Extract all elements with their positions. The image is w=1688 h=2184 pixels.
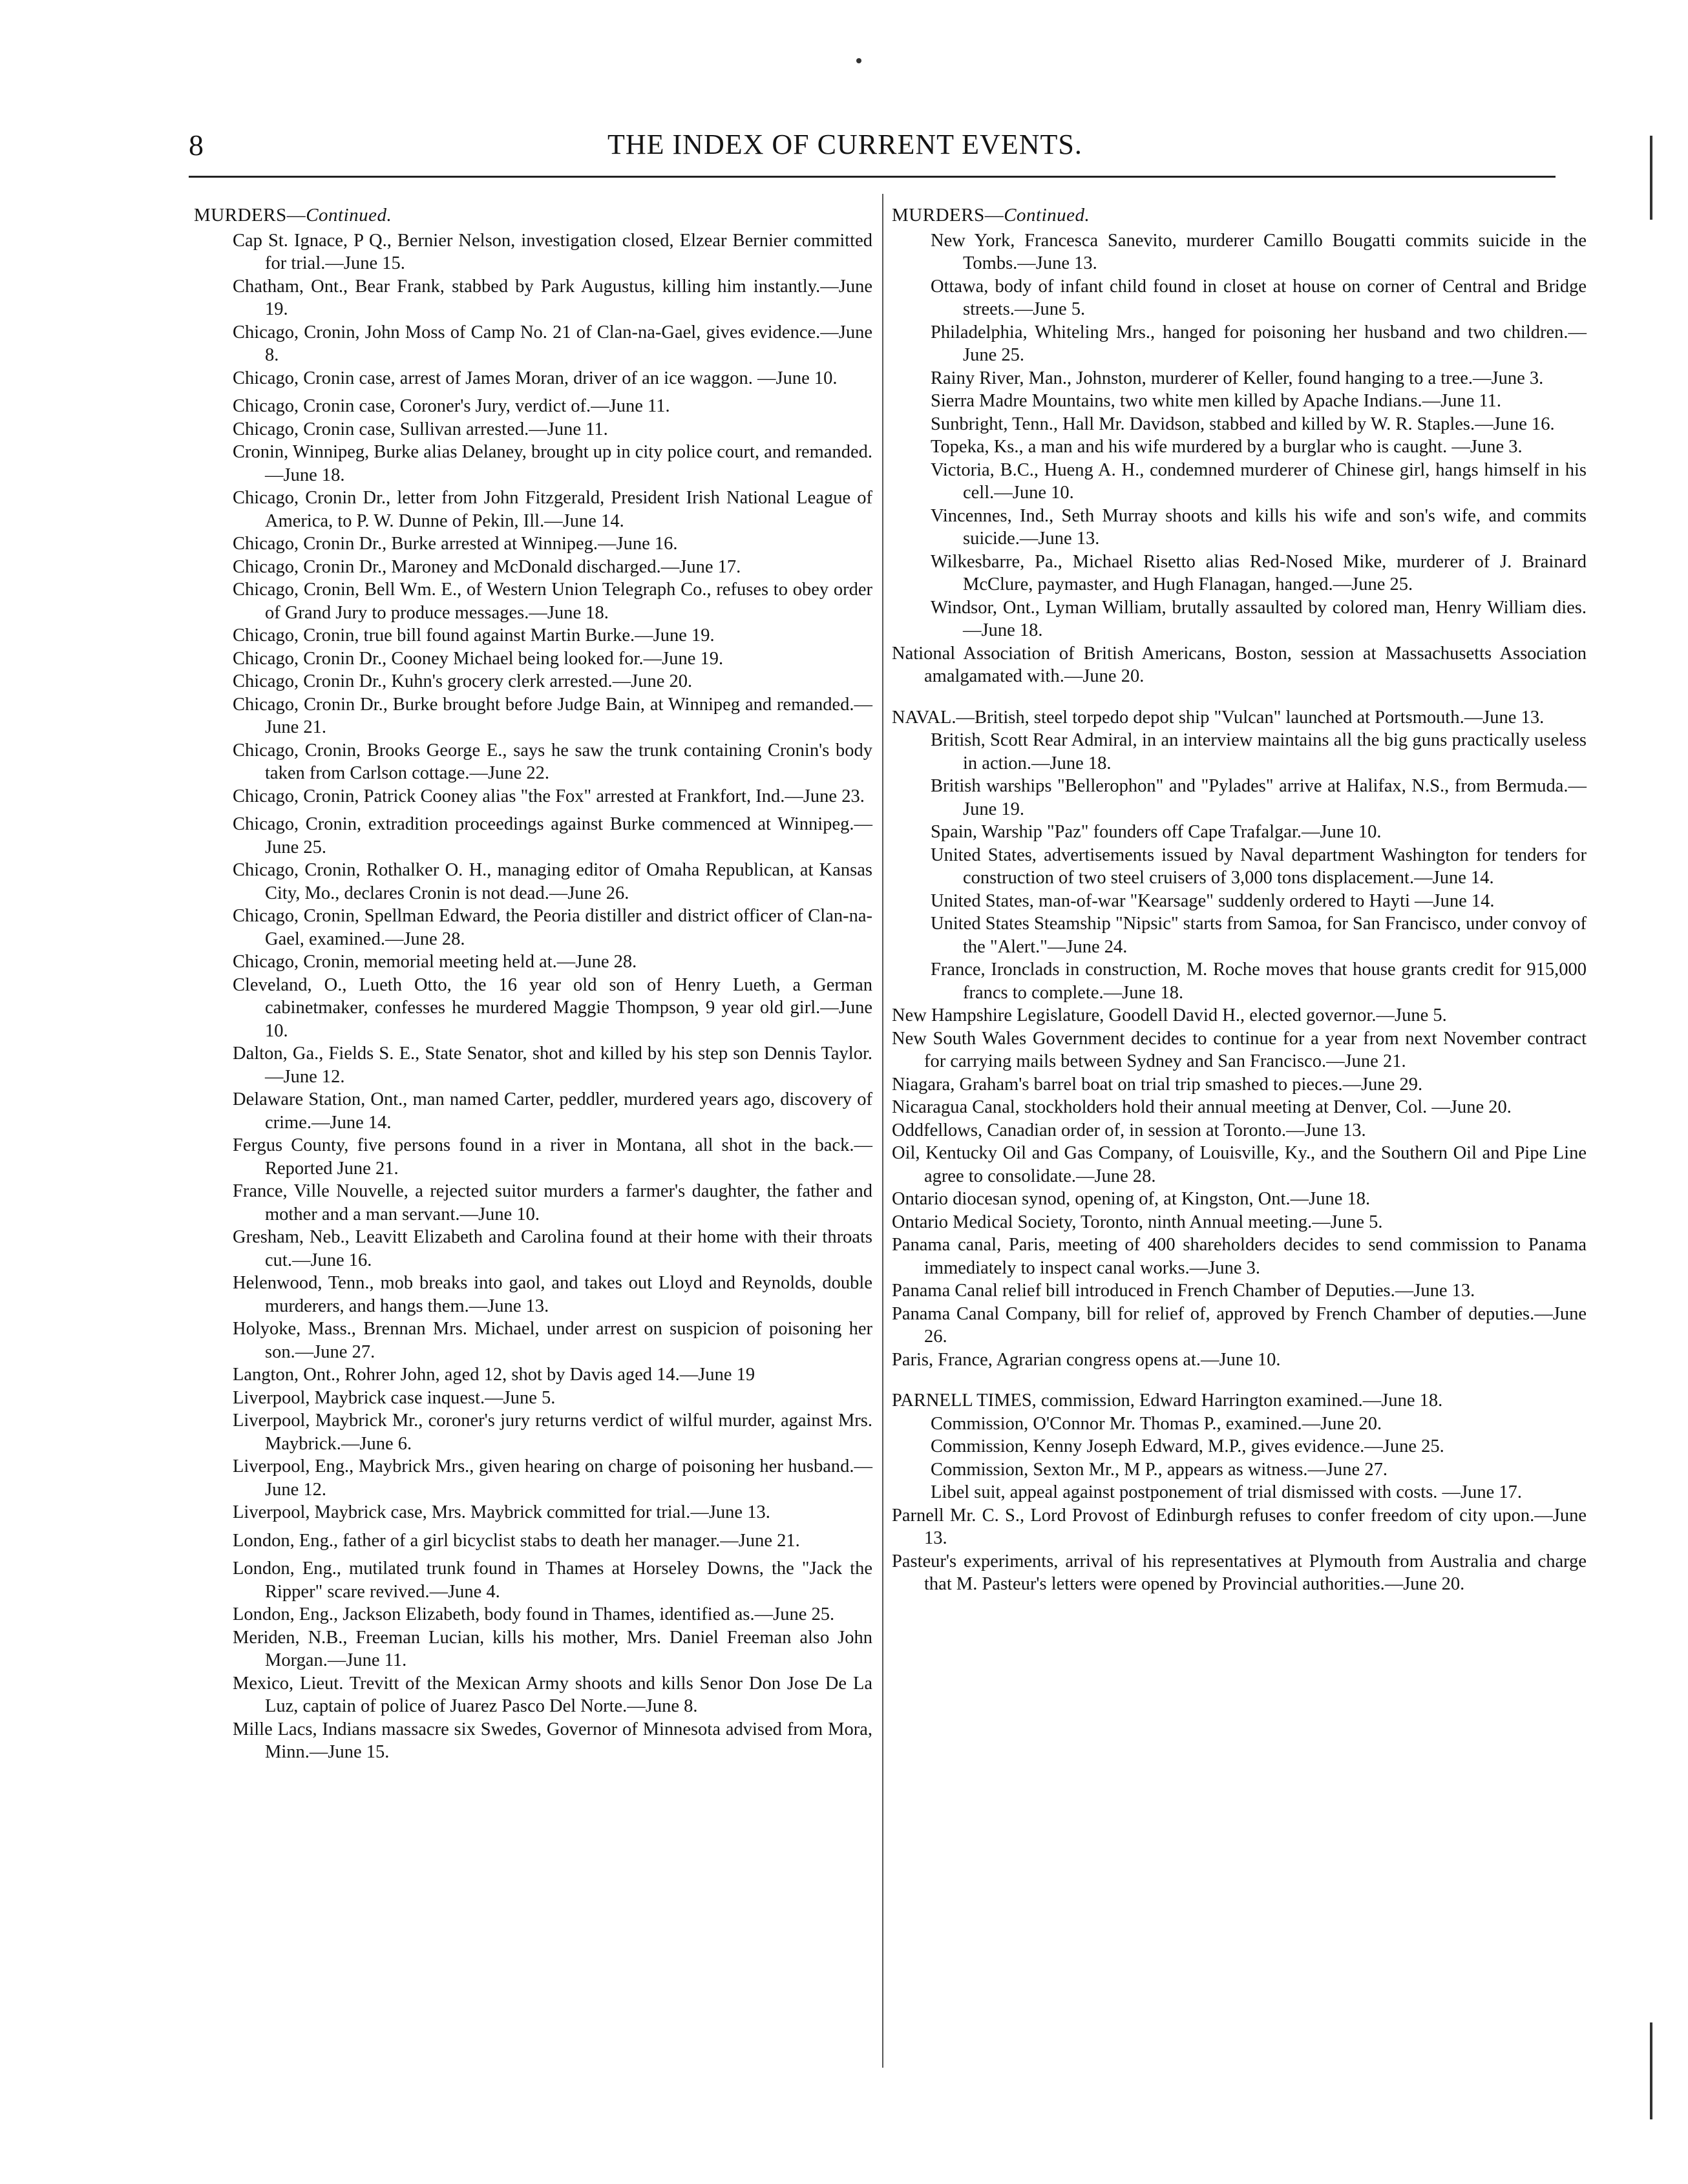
index-entry: Ontario Medical Society, Toronto, ninth Annual meeting.—June 5. [892, 1212, 1383, 1232]
index-entry: Pasteur's experiments, arrival of his representatives at Plymouth from Australia and charge that M. Pasteur's letters were opened by Provincial authorities.—June 20. [892, 1551, 1587, 1594]
index-entry: Wilkesbarre, Pa., Michael Risetto alias Red-Nosed Mike, murderer of J. Brainard McClure, paymaster, and Hugh Flanagan, hanged.—June 25. [931, 551, 1587, 594]
index-entry: Cleveland, O., Lueth Otto, the 16 year old son of Henry Lueth, a German cabinetmaker, confesses he murdered Maggie Thompson, 9 year old girl.—June 10. [233, 974, 872, 1041]
index-entry: Chicago, Cronin, John Moss of Camp No. 21 of Clan-na-Gael, gives evidence.—June 8. [233, 322, 872, 365]
index-entry: Commission, Kenny Joseph Edward, M.P., gives evidence.—June 25. [931, 1436, 1444, 1456]
index-entry: Gresham, Neb., Leavitt Elizabeth and Carolina found at their home with their throats cut.—June 16. [233, 1227, 872, 1270]
left-column [194, 204, 872, 1764]
index-entry: Liverpool, Maybrick case, Mrs. Maybrick committed for trial.—June 13. [233, 1502, 770, 1522]
index-entry: British, Scott Rear Admiral, in an interview maintains all the big guns practically useless in action.—June 18. [931, 730, 1587, 773]
index-entry: New Hampshire Legislature, Goodell David H., elected governor.—June 5. [892, 1005, 1447, 1025]
right-column [892, 204, 1587, 1596]
index-entry: United States, advertisements issued by Naval department Washington for tenders for construction of two steel cruisers of 3,000 tons displacement.—June 14. [931, 845, 1587, 888]
index-entry: London, Eng., father of a girl bicyclist stabs to death her manager.—June 21. [233, 1530, 800, 1551]
section-heading-continued: Continued. [306, 205, 392, 226]
index-entry: Chicago, Cronin, Brooks George E., says he saw the trunk containing Cronin's body taken from Carlson cottage.—June 22. [233, 740, 872, 783]
index-entry: Oddfellows, Canadian order of, in session at Toronto.—June 13. [892, 1120, 1366, 1140]
index-entry: Holyoke, Mass., Brennan Mrs. Michael, under arrest on suspicion of poisoning her son.—June 27. [233, 1319, 872, 1362]
index-entry: Chicago, Cronin, Rothalker O. H., managing editor of Omaha Republican, at Kansas City, Mo., declares Cronin is not dead.—June 26. [233, 860, 872, 903]
index-entry: Paris, France, Agrarian congress opens at.—June 10. [892, 1349, 1281, 1370]
page-edge-mark [1650, 2022, 1652, 2119]
index-entry: Commission, Sexton Mr., M P., appears as witness.—June 27. [931, 1459, 1387, 1480]
index-entry: Ontario diocesan synod, opening of, at Kingston, Ont.—June 18. [892, 1189, 1371, 1209]
index-entry: Spain, Warship "Paz" founders off Cape Trafalgar.—June 10. [931, 822, 1382, 842]
running-title: THE INDEX OF CURRENT EVENTS. [607, 129, 1082, 160]
index-entry: Ottawa, body of infant child found in closet at house on corner of Central and Bridge streets.—June 5. [931, 276, 1587, 319]
index-entry: United States, man-of-war "Kearsage" suddenly ordered to Hayti —June 14. [931, 890, 1495, 911]
index-entry: Chicago, Cronin, memorial meeting held at.—June 28. [233, 952, 637, 972]
index-entry: Chicago, Cronin, Bell Wm. E., of Western Union Telegraph Co., refuses to obey order of Grand Jury to produce messages.—June 18. [233, 580, 872, 623]
index-entry-national-association: National Association of British Americans, Boston, session at Massachusetts Association amalgamated with.—June 20. [892, 643, 1587, 686]
index-entry: New York, Francesca Sanevito, murderer Camillo Bougatti commits suicide in the Tombs.—June 13. [931, 230, 1587, 273]
index-entry: London, Eng., mutilated trunk found in Thames at Horseley Downs, the "Jack the Ripper" scare revived.—June 4. [233, 1559, 872, 1602]
index-entry: Liverpool, Maybrick Mr., coroner's jury returns verdict of wilful murder, against Mrs. Maybrick.—June 6. [233, 1411, 872, 1454]
index-entry: Chicago, Cronin, extradition proceedings against Burke commenced at Winnipeg.—June 25. [233, 814, 872, 857]
index-entry: Topeka, Ks., a man and his wife murdered by a burglar who is caught. —June 3. [931, 437, 1523, 457]
index-entry: Chicago, Cronin Dr., Kuhn's grocery clerk arrested.—June 20. [233, 671, 693, 691]
index-entry: Fergus County, five persons found in a river in Montana, all shot in the back.—Reported June 21. [233, 1135, 872, 1179]
section-heading-continued: Continued. [1004, 205, 1090, 226]
section-heading-label: MURDERS— [892, 205, 1004, 226]
page-edge-mark [1650, 136, 1652, 220]
index-entry: Chicago, Cronin Dr., Cooney Michael being looked for.—June 19. [233, 648, 724, 669]
header-rule [189, 176, 1556, 178]
index-entry: Panama Canal Company, bill for relief of, approved by French Chamber of deputies.—June 26. [892, 1303, 1587, 1347]
index-entry: Dalton, Ga., Fields S. E., State Senator, shot and killed by his step son Dennis Taylor.—June 12. [233, 1044, 872, 1087]
index-entry: New South Wales Government decides to continue for a year from next November contract for carrying mails between Sydney and San Francisco.—June 21. [892, 1028, 1587, 1071]
index-entry: Chicago, Cronin case, Coroner's Jury, verdict of.—June 11. [233, 396, 670, 416]
index-entry: Chicago, Cronin Dr., Burke arrested at Winnipeg.—June 16. [233, 534, 678, 554]
section-heading-parnell: PARNELL TIMES, commission, Edward Harrington examined.—June 18. [892, 1391, 1443, 1411]
index-entry: Libel suit, appeal against postponement of trial dismissed with costs. —June 17. [931, 1482, 1523, 1502]
index-entry: Mexico, Lieut. Trevitt of the Mexican Army shoots and kills Senor Don Jose De La Luz, captain of police of Juarez Pasco Del Norte.—June 8. [233, 1673, 872, 1716]
index-entry: British warships "Bellerophon" and "Pylades" arrive at Halifax, N.S., from Bermuda.—June 19. [931, 776, 1587, 819]
index-entry: Chicago, Cronin Dr., Maroney and McDonald discharged.—June 17. [233, 556, 741, 577]
index-entry: Chicago, Cronin Dr., Burke brought before Judge Bain, at Winnipeg and remanded.—June 21. [233, 694, 872, 737]
index-entry: Langton, Ont., Rohrer John, aged 12, shot by Davis aged 14.—June 19 [233, 1365, 755, 1385]
section-heading-murders [194, 204, 872, 227]
index-entry: Vincennes, Ind., Seth Murray shoots and kills his wife and son's wife, and commits suicide.—June 13. [931, 505, 1587, 549]
page-number: 8 [189, 129, 204, 162]
index-entry: United States Steamship "Nipsic" starts from Samoa, for San Francisco, under convoy of the "Alert."—June 24. [931, 914, 1587, 957]
index-entry: Victoria, B.C., Hueng A. H., condemned murderer of Chinese girl, hangs himself in his cell.—June 10. [931, 459, 1587, 503]
index-entry: Niagara, Graham's barrel boat on trial trip smashed to pieces.—June 29. [892, 1074, 1423, 1095]
index-entry: Liverpool, Maybrick case inquest.—June 5. [233, 1387, 556, 1408]
index-entry: London, Eng., Jackson Elizabeth, body found in Thames, identified as.—June 25. [233, 1604, 835, 1624]
index-entry: Helenwood, Tenn., mob breaks into gaol, and takes out Lloyd and Reynolds, double murderers, and hangs them.—June 13. [233, 1273, 872, 1316]
index-entry: Cap St. Ignace, P Q., Bernier Nelson, investigation closed, Elzear Bernier committed for trial.—June 15. [233, 230, 872, 273]
index-entry: Delaware Station, Ont., man named Carter, peddler, murdered years ago, discovery of crime.—June 14. [233, 1089, 872, 1133]
index-entry: Liverpool, Eng., Maybrick Mrs., given hearing on charge of poisoning her husband.—June 12. [233, 1456, 872, 1500]
index-entry: Chatham, Ont., Bear Frank, stabbed by Park Augustus, killing him instantly.—June 19. [233, 276, 872, 319]
index-entry: Philadelphia, Whiteling Mrs., hanged for poisoning her husband and two children.—June 25. [931, 322, 1587, 365]
index-entry: Rainy River, Man., Johnston, murderer of Keller, found hanging to a tree.—June 3. [931, 368, 1544, 388]
index-entry: Sierra Madre Mountains, two white men killed by Apache Indians.—June 11. [931, 391, 1502, 411]
index-entry: France, Ville Nouvelle, a rejected suitor murders a farmer's daughter, the father and mother and a man servant.—June 10. [233, 1181, 872, 1224]
index-entry: Mille Lacs, Indians massacre six Swedes, Governor of Minnesota advised from Mora, Minn.—June 15. [233, 1719, 872, 1762]
index-entry: Nicaragua Canal, stockholders hold their annual meeting at Denver, Col. —June 20. [892, 1097, 1512, 1117]
index-entry: Parnell Mr. C. S., Lord Provost of Edinburgh refuses to confer freedom of city upon.—June 13. [892, 1505, 1587, 1548]
ink-dot [856, 58, 861, 63]
index-entry: Meriden, N.B., Freeman Lucian, kills his mother, Mrs. Daniel Freeman also John Morgan.—June 11. [233, 1627, 872, 1670]
section-heading-label: MURDERS— [194, 205, 306, 226]
index-entry: Chicago, Cronin, Spellman Edward, the Peoria distiller and district officer of Clan-na-Gael, examined.—June 28. [233, 906, 872, 949]
index-entry: Windsor, Ont., Lyman William, brutally assaulted by colored man, Henry William dies.—June 18. [931, 597, 1587, 640]
section-heading-murders [892, 204, 1587, 227]
index-entry: Panama canal, Paris, meeting of 400 shareholders decides to send commission to Panama immediately to inspect canal works.—June 3. [892, 1235, 1587, 1278]
index-entry: Commission, O'Connor Mr. Thomas P., examined.—June 20. [931, 1413, 1382, 1434]
column-divider [882, 194, 883, 2068]
index-entry: Chicago, Cronin, true bill found against Martin Burke.—June 19. [233, 625, 715, 646]
index-entry: Oil, Kentucky Oil and Gas Company, of Louisville, Ky., and the Southern Oil and Pipe Line agree to consolidate.—June 28. [892, 1143, 1587, 1186]
index-entry: Cronin, Winnipeg, Burke alias Delaney, brought up in city police court, and remanded.—June 18. [233, 442, 872, 485]
index-entry: France, Ironclads in construction, M. Roche moves that house grants credit for 915,000 francs to complete.—June 18. [931, 960, 1587, 1003]
section-heading-naval: NAVAL.—British, steel torpedo depot ship "Vulcan" launched at Portsmouth.—June 13. [892, 707, 1545, 728]
index-entry: Chicago, Cronin, Patrick Cooney alias "the Fox" arrested at Frankfort, Ind.—June 23. [233, 786, 865, 806]
index-entry: Chicago, Cronin Dr., letter from John Fitzgerald, President Irish National League of America, to P. W. Dunne of Pekin, Ill.—June 14. [233, 488, 872, 531]
index-entry: Sunbright, Tenn., Hall Mr. Davidson, stabbed and killed by W. R. Staples.—June 16. [931, 414, 1555, 434]
index-entry: Panama Canal relief bill introduced in French Chamber of Deputies.—June 13. [892, 1281, 1475, 1301]
index-entry: Chicago, Cronin case, arrest of James Moran, driver of an ice waggon. —June 10. [233, 368, 838, 388]
index-entry: Chicago, Cronin case, Sullivan arrested.—June 11. [233, 419, 608, 439]
